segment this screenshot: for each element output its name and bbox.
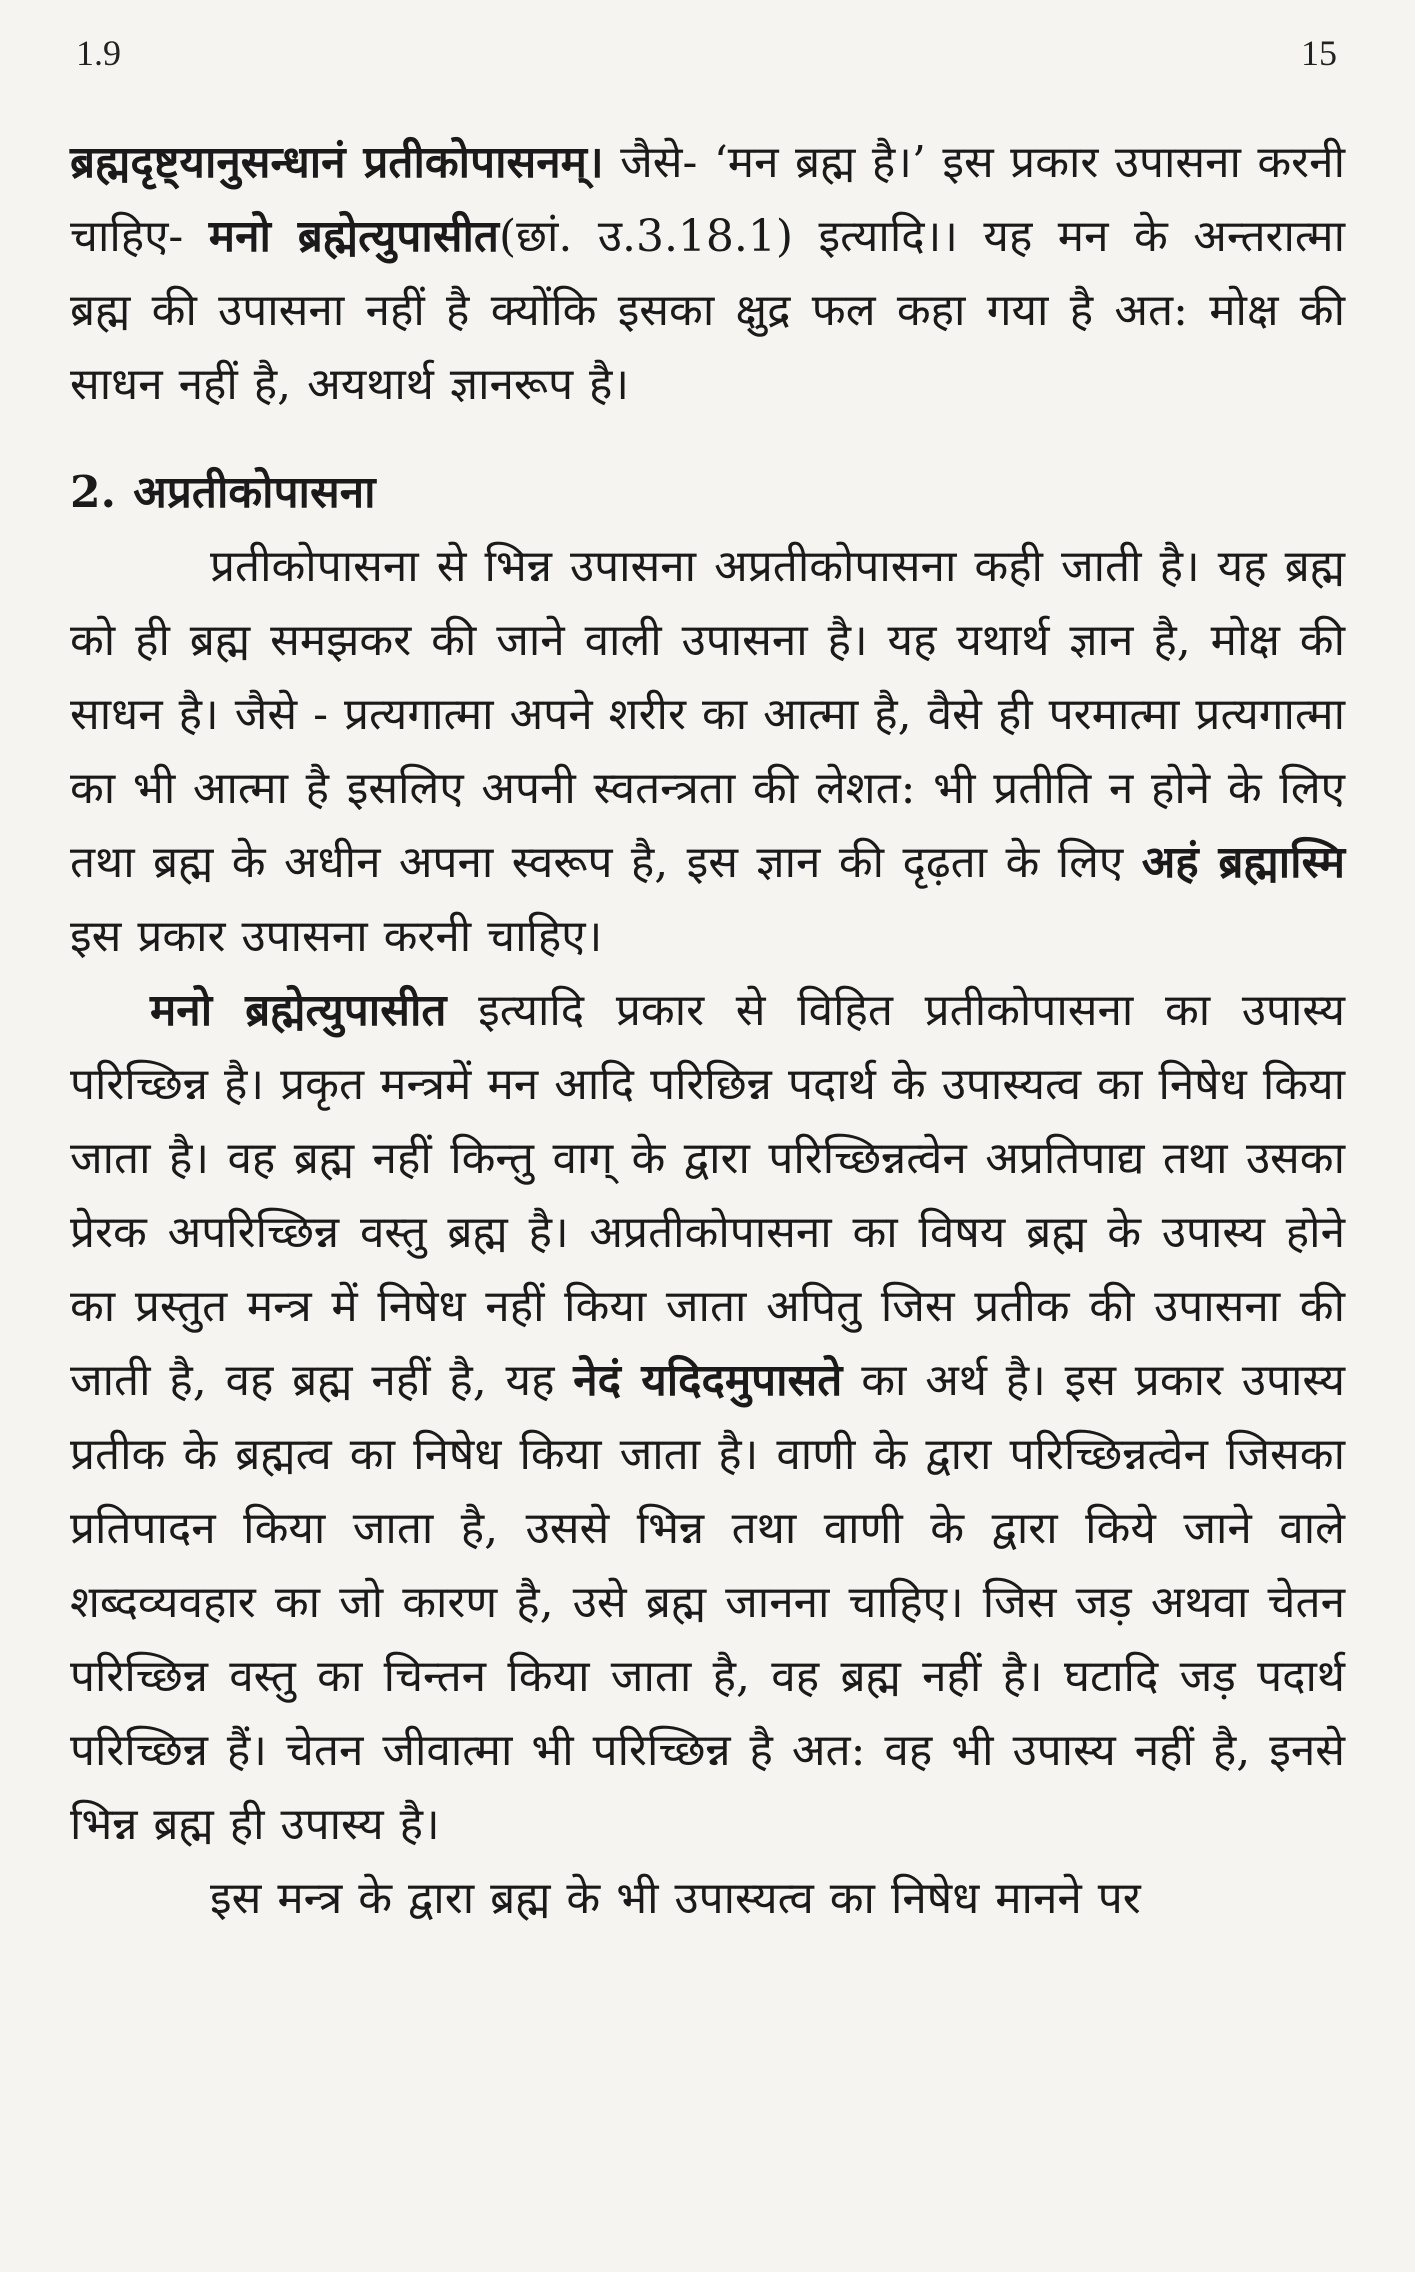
section-heading: 2. अप्रतीकोपासना [70,467,376,518]
paragraph-text: का अर्थ है। इस प्रकार उपास्य प्रतीक के ब्रह्मत्व का निषेध किया जाता है। वाणी के द्वारा परिच्छिन्नत्वेन जिसका प्रतिपादन किया जाता है, उससे भिन्न तथा वाणी के द्वारा किये जाने वाले शब्दव्यवहार का जो कारण है, उसे ब्रह्म जानना चाहिए। जिस जड़ अथवा चेतन परिच्छिन्न वस्तु का चिन्तन किया जाता है, वह ब्रह्म नहीं है। घटादि जड़ पदार्थ परिच्छिन्न हैं। चेतन जीवात्मा भी परिच्छिन्न है अत: वह भी उपास्य नहीं है, इनसे भिन्न ब्रह्म ही उपास्य है। [70,1355,1345,1850]
bold-phrase: अहं ब्रह्मास्मि [1141,837,1346,888]
paragraph-text: इस प्रकार उपासना करनी चाहिए। [70,911,603,962]
paragraph-continuation: इस मन्त्र के द्वारा ब्रह्म के भी उपास्यत्व का निषेध मानने पर [210,1873,1141,1924]
paragraph-apratikopasana-intro [70,530,1345,974]
paragraph-pratikopasana-definition [70,126,1345,422]
paragraph-text: जैसे- ‘मन ब्रह्म है।’ इस प्रकार उपासना करनी चाहिए- [70,137,1345,262]
paragraph-text: इत्यादि प्रकार से विहित प्रतीकोपासना का उपास्य परिच्छिन्न है। प्रकृत मन्त्रमें मन आदि परिछिन्न पदार्थ के उपास्यत्व का निषेध किया जाता है। वह ब्रह्म नहीं किन्तु वाग् के द्वारा परिच्छिन्नत्वेन अप्रतिपाद्य तथा उसका प्रेरक अपरिच्छिन्न वस्तु ब्रह्म है। अप्रतीकोपासना का विषय ब्रह्म के उपास्य होने का प्रस्तुत मन्त्र में निषेध नहीं किया जाता अपितु जिस प्रतीक की उपासना की जाती है, वह ब्रह्म नहीं है, यह [70,985,1345,1406]
bold-phrase: मनो ब्रह्मेत्युपासीत [150,985,447,1036]
page-number: 15 [1301,33,1337,73]
page-header [70,32,1345,74]
paragraph-text: (छां. उ.3.18.1) इत्यादि।। यह मन के अन्तरात्मा ब्रह्म की उपासना नहीं है क्योंकि इसका क्षुद्र फल कहा गया है अत: मोक्ष की साधन नहीं है, अयथार्थ ज्ञानरूप है। [70,211,1345,410]
bold-phrase: नेदं यदिदमुपासते [573,1355,843,1406]
page-content [70,126,1345,1936]
section-number: 1.9 [76,33,121,73]
paragraph-mantra-explanation [70,974,1345,1862]
bold-phrase: मनो ब्रह्मेत्युपासीत [208,211,499,262]
paragraph-text: प्रतीकोपासना से भिन्न उपासना अप्रतीकोपासना कही जाती है। यह ब्रह्म को ही ब्रह्म समझकर की जाने वाली उपासना है। यह यथार्थ ज्ञान है, मोक्ष की साधन है। जैसे - प्रत्यगात्मा अपने शरीर का आत्मा है, वैसे ही परमात्मा प्रत्यगात्मा का भी आत्मा है इसलिए अपनी स्वतन्त्रता की लेशत: भी प्रतीति न होने के लिए तथा ब्रह्म के अधीन अपना स्वरूप है, इस ज्ञान की दृढ़ता के लिए [70,541,1345,888]
bold-phrase: ब्रह्मदृष्ट्यानुसन्धानं प्रतीकोपासनम्। [70,137,604,188]
